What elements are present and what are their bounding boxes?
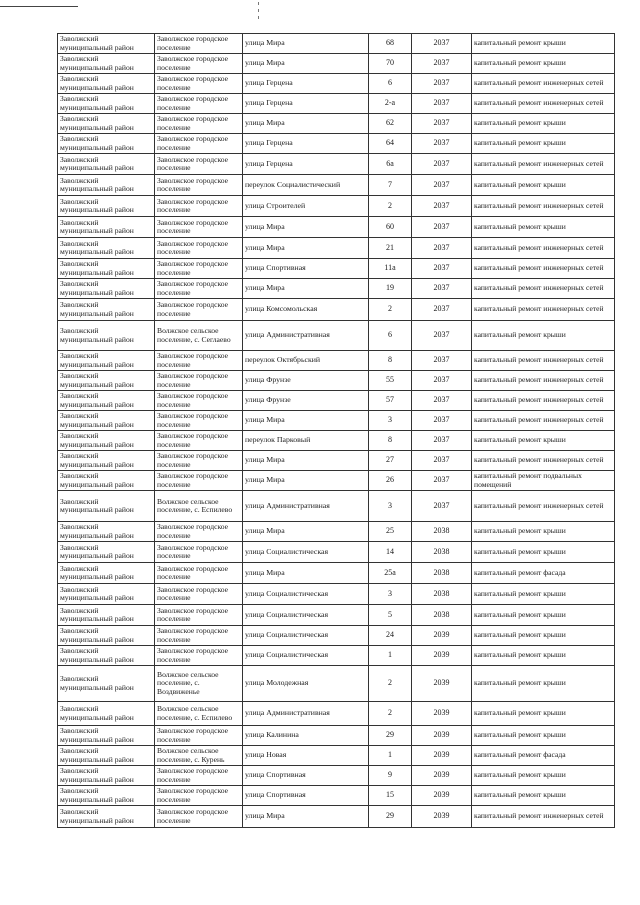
house-number-cell: 8 xyxy=(369,431,412,451)
municipality-cell: Заволжский муниципальный район xyxy=(58,806,155,828)
table-row xyxy=(58,175,615,196)
year-cell: 2037 xyxy=(412,154,472,175)
work-type-cell: капитальный ремонт крыши xyxy=(472,217,615,238)
work-type-cell: капитальный ремонт крыши xyxy=(472,522,615,542)
year-cell: 2037 xyxy=(412,491,472,522)
table-row xyxy=(58,34,615,54)
work-type-cell: капитальный ремонт крыши xyxy=(472,786,615,806)
municipality-cell: Заволжский муниципальный район xyxy=(58,238,155,259)
street-cell: улица Калинина xyxy=(243,726,369,746)
work-type-cell: капитальный ремонт крыши xyxy=(472,646,615,666)
municipality-cell: Заволжский муниципальный район xyxy=(58,299,155,321)
house-number-cell: 11а xyxy=(369,259,412,279)
year-cell: 2037 xyxy=(412,451,472,471)
house-number-cell: 6а xyxy=(369,154,412,175)
settlement-cell: Волжское сельское поселение, с. Курень xyxy=(155,746,243,766)
house-number-cell: 2 xyxy=(369,196,412,217)
table-row xyxy=(58,54,615,74)
settlement-cell: Заволжское городское поселение xyxy=(155,94,243,114)
table-row xyxy=(58,605,615,626)
work-type-cell: капитальный ремонт инженерных сетей xyxy=(472,299,615,321)
table-row xyxy=(58,584,615,605)
work-type-cell: капитальный ремонт крыши xyxy=(472,34,615,54)
work-type-cell: капитальный ремонт инженерных сетей xyxy=(472,94,615,114)
street-cell: улица Мира xyxy=(243,411,369,431)
work-type-cell: капитальный ремонт инженерных сетей xyxy=(472,806,615,828)
year-cell: 2037 xyxy=(412,74,472,94)
year-cell: 2039 xyxy=(412,646,472,666)
municipality-cell: Заволжский муниципальный район xyxy=(58,154,155,175)
street-cell: улица Административная xyxy=(243,491,369,522)
street-cell: улица Мира xyxy=(243,34,369,54)
street-cell: улица Мира xyxy=(243,54,369,74)
table-row xyxy=(58,522,615,542)
year-cell: 2039 xyxy=(412,726,472,746)
municipality-cell: Заволжский муниципальный район xyxy=(58,321,155,351)
settlement-cell: Заволжское городское поселение xyxy=(155,54,243,74)
settlement-cell: Заволжское городское поселение xyxy=(155,196,243,217)
settlement-cell: Заволжское городское поселение xyxy=(155,371,243,391)
table-row xyxy=(58,542,615,563)
settlement-cell: Волжское сельское поселение, с. Еспилево xyxy=(155,702,243,726)
settlement-cell: Заволжское городское поселение xyxy=(155,391,243,411)
street-cell: улица Мира xyxy=(243,217,369,238)
settlement-cell: Заволжское городское поселение xyxy=(155,726,243,746)
street-cell: переулок Парковый xyxy=(243,431,369,451)
municipality-cell: Заволжский муниципальный район xyxy=(58,217,155,238)
table-row xyxy=(58,154,615,175)
street-cell: улица Спортивная xyxy=(243,786,369,806)
settlement-cell: Волжское сельское поселение, с. Воздвиженье xyxy=(155,666,243,702)
municipality-cell: Заволжский муниципальный район xyxy=(58,196,155,217)
year-cell: 2038 xyxy=(412,522,472,542)
street-cell: улица Герцена xyxy=(243,74,369,94)
table-row xyxy=(58,626,615,646)
year-cell: 2037 xyxy=(412,321,472,351)
work-type-cell: капитальный ремонт крыши xyxy=(472,584,615,605)
year-cell: 2037 xyxy=(412,279,472,299)
settlement-cell: Заволжское городское поселение xyxy=(155,471,243,491)
street-cell: улица Герцена xyxy=(243,94,369,114)
street-cell: улица Фрунзе xyxy=(243,371,369,391)
street-cell: улица Социалистическая xyxy=(243,542,369,563)
work-type-cell: капитальный ремонт инженерных сетей xyxy=(472,196,615,217)
street-cell: улица Социалистическая xyxy=(243,626,369,646)
year-cell: 2039 xyxy=(412,702,472,726)
municipality-cell: Заволжский муниципальный район xyxy=(58,584,155,605)
municipality-cell: Заволжский муниципальный район xyxy=(58,542,155,563)
house-number-cell: 14 xyxy=(369,542,412,563)
settlement-cell: Заволжское городское поселение xyxy=(155,279,243,299)
table-row xyxy=(58,766,615,786)
street-cell: улица Мира xyxy=(243,522,369,542)
house-number-cell: 57 xyxy=(369,391,412,411)
settlement-cell: Заволжское городское поселение xyxy=(155,522,243,542)
year-cell: 2037 xyxy=(412,391,472,411)
municipality-cell: Заволжский муниципальный район xyxy=(58,175,155,196)
year-cell: 2037 xyxy=(412,54,472,74)
settlement-cell: Заволжское городское поселение xyxy=(155,351,243,371)
settlement-cell: Заволжское городское поселение xyxy=(155,154,243,175)
work-type-cell: капитальный ремонт крыши xyxy=(472,726,615,746)
house-number-cell: 29 xyxy=(369,726,412,746)
settlement-cell: Заволжское городское поселение xyxy=(155,431,243,451)
street-cell: улица Мира xyxy=(243,279,369,299)
street-cell: улица Мира xyxy=(243,563,369,584)
house-number-cell: 15 xyxy=(369,786,412,806)
table-row xyxy=(58,259,615,279)
work-type-cell: капитальный ремонт инженерных сетей xyxy=(472,351,615,371)
municipality-cell: Заволжский муниципальный район xyxy=(58,371,155,391)
municipality-cell: Заволжский муниципальный район xyxy=(58,54,155,74)
municipality-cell: Заволжский муниципальный район xyxy=(58,726,155,746)
work-type-cell: капитальный ремонт инженерных сетей xyxy=(472,279,615,299)
house-number-cell: 8 xyxy=(369,351,412,371)
street-cell: улица Герцена xyxy=(243,154,369,175)
street-cell: переулок Октябрьский xyxy=(243,351,369,371)
settlement-cell: Заволжское городское поселение xyxy=(155,605,243,626)
work-type-cell: капитальный ремонт инженерных сетей xyxy=(472,259,615,279)
work-type-cell: капитальный ремонт крыши xyxy=(472,626,615,646)
year-cell: 2037 xyxy=(412,411,472,431)
house-number-cell: 6 xyxy=(369,321,412,351)
year-cell: 2039 xyxy=(412,666,472,702)
work-type-cell: капитальный ремонт крыши xyxy=(472,114,615,134)
work-type-cell: капитальный ремонт крыши xyxy=(472,702,615,726)
table-row xyxy=(58,491,615,522)
work-type-cell: капитальный ремонт инженерных сетей xyxy=(472,391,615,411)
work-type-cell: капитальный ремонт инженерных сетей xyxy=(472,74,615,94)
house-number-cell: 27 xyxy=(369,451,412,471)
street-cell: улица Герцена xyxy=(243,134,369,154)
street-cell: улица Комсомольская xyxy=(243,299,369,321)
year-cell: 2037 xyxy=(412,175,472,196)
house-number-cell: 19 xyxy=(369,279,412,299)
house-number-cell: 62 xyxy=(369,114,412,134)
street-cell: улица Социалистическая xyxy=(243,605,369,626)
table-row xyxy=(58,114,615,134)
settlement-cell: Заволжское городское поселение xyxy=(155,34,243,54)
house-number-cell: 1 xyxy=(369,646,412,666)
work-type-cell: капитальный ремонт крыши xyxy=(472,666,615,702)
house-number-cell: 55 xyxy=(369,371,412,391)
table-row xyxy=(58,134,615,154)
municipality-cell: Заволжский муниципальный район xyxy=(58,563,155,584)
municipality-cell: Заволжский муниципальный район xyxy=(58,605,155,626)
settlement-cell: Волжское сельское поселение, с. Еспилево xyxy=(155,491,243,522)
house-number-cell: 5 xyxy=(369,605,412,626)
table-row xyxy=(58,94,615,114)
municipality-cell: Заволжский муниципальный район xyxy=(58,702,155,726)
municipality-cell: Заволжский муниципальный район xyxy=(58,646,155,666)
house-number-cell: 21 xyxy=(369,238,412,259)
table-row xyxy=(58,746,615,766)
settlement-cell: Заволжское городское поселение xyxy=(155,786,243,806)
street-cell: улица Мира xyxy=(243,451,369,471)
municipality-cell: Заволжский муниципальный район xyxy=(58,522,155,542)
house-number-cell: 70 xyxy=(369,54,412,74)
settlement-cell: Заволжское городское поселение xyxy=(155,766,243,786)
house-number-cell: 24 xyxy=(369,626,412,646)
municipality-cell: Заволжский муниципальный район xyxy=(58,391,155,411)
street-cell: улица Социалистическая xyxy=(243,646,369,666)
house-number-cell: 6 xyxy=(369,74,412,94)
table-row xyxy=(58,279,615,299)
work-type-cell: капитальный ремонт крыши xyxy=(472,431,615,451)
work-type-cell: капитальный ремонт инженерных сетей xyxy=(472,238,615,259)
house-number-cell: 60 xyxy=(369,217,412,238)
work-type-cell: капитальный ремонт крыши xyxy=(472,175,615,196)
settlement-cell: Заволжское городское поселение xyxy=(155,114,243,134)
work-type-cell: капитальный ремонт крыши xyxy=(472,321,615,351)
table-row xyxy=(58,563,615,584)
year-cell: 2037 xyxy=(412,134,472,154)
street-cell: улица Мира xyxy=(243,806,369,828)
year-cell: 2039 xyxy=(412,786,472,806)
municipality-cell: Заволжский муниципальный район xyxy=(58,471,155,491)
house-number-cell: 2-а xyxy=(369,94,412,114)
house-number-cell: 2 xyxy=(369,299,412,321)
municipality-cell: Заволжский муниципальный район xyxy=(58,786,155,806)
table-row xyxy=(58,666,615,702)
municipality-cell: Заволжский муниципальный район xyxy=(58,134,155,154)
house-number-cell: 2 xyxy=(369,666,412,702)
settlement-cell: Заволжское городское поселение xyxy=(155,646,243,666)
table-row xyxy=(58,702,615,726)
street-cell: улица Спортивная xyxy=(243,766,369,786)
municipality-cell: Заволжский муниципальный район xyxy=(58,279,155,299)
year-cell: 2037 xyxy=(412,299,472,321)
year-cell: 2039 xyxy=(412,746,472,766)
municipality-cell: Заволжский муниципальный район xyxy=(58,431,155,451)
year-cell: 2037 xyxy=(412,371,472,391)
table-row xyxy=(58,786,615,806)
settlement-cell: Заволжское городское поселение xyxy=(155,542,243,563)
year-cell: 2037 xyxy=(412,471,472,491)
house-number-cell: 3 xyxy=(369,491,412,522)
table-row xyxy=(58,806,615,828)
work-type-cell: капитальный ремонт крыши xyxy=(472,605,615,626)
year-cell: 2037 xyxy=(412,351,472,371)
street-cell: улица Мира xyxy=(243,238,369,259)
table-row xyxy=(58,351,615,371)
municipality-cell: Заволжский муниципальный район xyxy=(58,491,155,522)
year-cell: 2039 xyxy=(412,766,472,786)
table-body xyxy=(58,34,615,828)
street-cell: улица Фрунзе xyxy=(243,391,369,411)
house-number-cell: 7 xyxy=(369,175,412,196)
work-type-cell: капитальный ремонт инженерных сетей xyxy=(472,411,615,431)
settlement-cell: Заволжское городское поселение xyxy=(155,299,243,321)
table-row xyxy=(58,321,615,351)
year-cell: 2037 xyxy=(412,34,472,54)
municipality-cell: Заволжский муниципальный район xyxy=(58,351,155,371)
year-cell: 2038 xyxy=(412,605,472,626)
street-cell: улица Мира xyxy=(243,471,369,491)
year-cell: 2038 xyxy=(412,542,472,563)
settlement-cell: Заволжское городское поселение xyxy=(155,584,243,605)
street-cell: улица Административная xyxy=(243,321,369,351)
table-row xyxy=(58,299,615,321)
house-number-cell: 68 xyxy=(369,34,412,54)
work-type-cell: капитальный ремонт фасада xyxy=(472,563,615,584)
municipality-cell: Заволжский муниципальный район xyxy=(58,746,155,766)
street-cell: улица Новая xyxy=(243,746,369,766)
municipality-cell: Заволжский муниципальный район xyxy=(58,259,155,279)
street-cell: улица Мира xyxy=(243,114,369,134)
table-row xyxy=(58,411,615,431)
table-row xyxy=(58,238,615,259)
municipality-cell: Заволжский муниципальный район xyxy=(58,451,155,471)
house-number-cell: 3 xyxy=(369,584,412,605)
settlement-cell: Заволжское городское поселение xyxy=(155,411,243,431)
table-row xyxy=(58,371,615,391)
house-number-cell: 25 xyxy=(369,522,412,542)
work-type-cell: капитальный ремонт крыши xyxy=(472,542,615,563)
scan-mark xyxy=(258,16,259,19)
municipality-cell: Заволжский муниципальный район xyxy=(58,666,155,702)
table-row xyxy=(58,451,615,471)
house-number-cell: 9 xyxy=(369,766,412,786)
settlement-cell: Заволжское городское поселение xyxy=(155,806,243,828)
scan-mark xyxy=(258,2,259,5)
house-number-cell: 2 xyxy=(369,702,412,726)
work-type-cell: капитальный ремонт фасада xyxy=(472,746,615,766)
table-row xyxy=(58,471,615,491)
table-row xyxy=(58,726,615,746)
house-number-cell: 64 xyxy=(369,134,412,154)
municipality-cell: Заволжский муниципальный район xyxy=(58,411,155,431)
settlement-cell: Волжское сельское поселение, с. Сеглаево xyxy=(155,321,243,351)
municipality-cell: Заволжский муниципальный район xyxy=(58,766,155,786)
street-cell: улица Административная xyxy=(243,702,369,726)
year-cell: 2039 xyxy=(412,806,472,828)
house-number-cell: 3 xyxy=(369,411,412,431)
table-row xyxy=(58,196,615,217)
settlement-cell: Заволжское городское поселение xyxy=(155,217,243,238)
table-row xyxy=(58,391,615,411)
year-cell: 2038 xyxy=(412,584,472,605)
year-cell: 2037 xyxy=(412,431,472,451)
street-cell: переулок Социалистический xyxy=(243,175,369,196)
work-type-cell: капитальный ремонт инженерных сетей xyxy=(472,371,615,391)
settlement-cell: Заволжское городское поселение xyxy=(155,626,243,646)
municipality-cell: Заволжский муниципальный район xyxy=(58,626,155,646)
table-row xyxy=(58,217,615,238)
year-cell: 2038 xyxy=(412,563,472,584)
municipality-cell: Заволжский муниципальный район xyxy=(58,114,155,134)
year-cell: 2037 xyxy=(412,114,472,134)
house-number-cell: 1 xyxy=(369,746,412,766)
municipality-cell: Заволжский муниципальный район xyxy=(58,34,155,54)
settlement-cell: Заволжское городское поселение xyxy=(155,175,243,196)
municipality-cell: Заволжский муниципальный район xyxy=(58,94,155,114)
work-type-cell: капитальный ремонт инженерных сетей xyxy=(472,451,615,471)
street-cell: улица Социалистическая xyxy=(243,584,369,605)
work-type-cell: капитальный ремонт крыши xyxy=(472,54,615,74)
year-cell: 2037 xyxy=(412,259,472,279)
street-cell: улица Строителей xyxy=(243,196,369,217)
work-type-cell: капитальный ремонт крыши xyxy=(472,766,615,786)
year-cell: 2039 xyxy=(412,626,472,646)
year-cell: 2037 xyxy=(412,217,472,238)
table-row xyxy=(58,646,615,666)
settlement-cell: Заволжское городское поселение xyxy=(155,74,243,94)
table-row xyxy=(58,74,615,94)
work-type-cell: капитальный ремонт крыши xyxy=(472,134,615,154)
settlement-cell: Заволжское городское поселение xyxy=(155,563,243,584)
work-type-cell: капитальный ремонт инженерных сетей xyxy=(472,491,615,522)
municipality-cell: Заволжский муниципальный район xyxy=(58,74,155,94)
house-number-cell: 25а xyxy=(369,563,412,584)
street-cell: улица Молодежная xyxy=(243,666,369,702)
year-cell: 2037 xyxy=(412,94,472,114)
house-number-cell: 26 xyxy=(369,471,412,491)
repair-schedule-table xyxy=(57,33,615,828)
street-cell: улица Спортивная xyxy=(243,259,369,279)
work-type-cell: капитальный ремонт подвальных помещений xyxy=(472,471,615,491)
settlement-cell: Заволжское городское поселение xyxy=(155,259,243,279)
table-row xyxy=(58,431,615,451)
year-cell: 2037 xyxy=(412,196,472,217)
year-cell: 2037 xyxy=(412,238,472,259)
top-rule xyxy=(0,6,78,7)
settlement-cell: Заволжское городское поселение xyxy=(155,451,243,471)
house-number-cell: 29 xyxy=(369,806,412,828)
scan-mark xyxy=(258,9,259,12)
settlement-cell: Заволжское городское поселение xyxy=(155,134,243,154)
work-type-cell: капитальный ремонт инженерных сетей xyxy=(472,154,615,175)
settlement-cell: Заволжское городское поселение xyxy=(155,238,243,259)
